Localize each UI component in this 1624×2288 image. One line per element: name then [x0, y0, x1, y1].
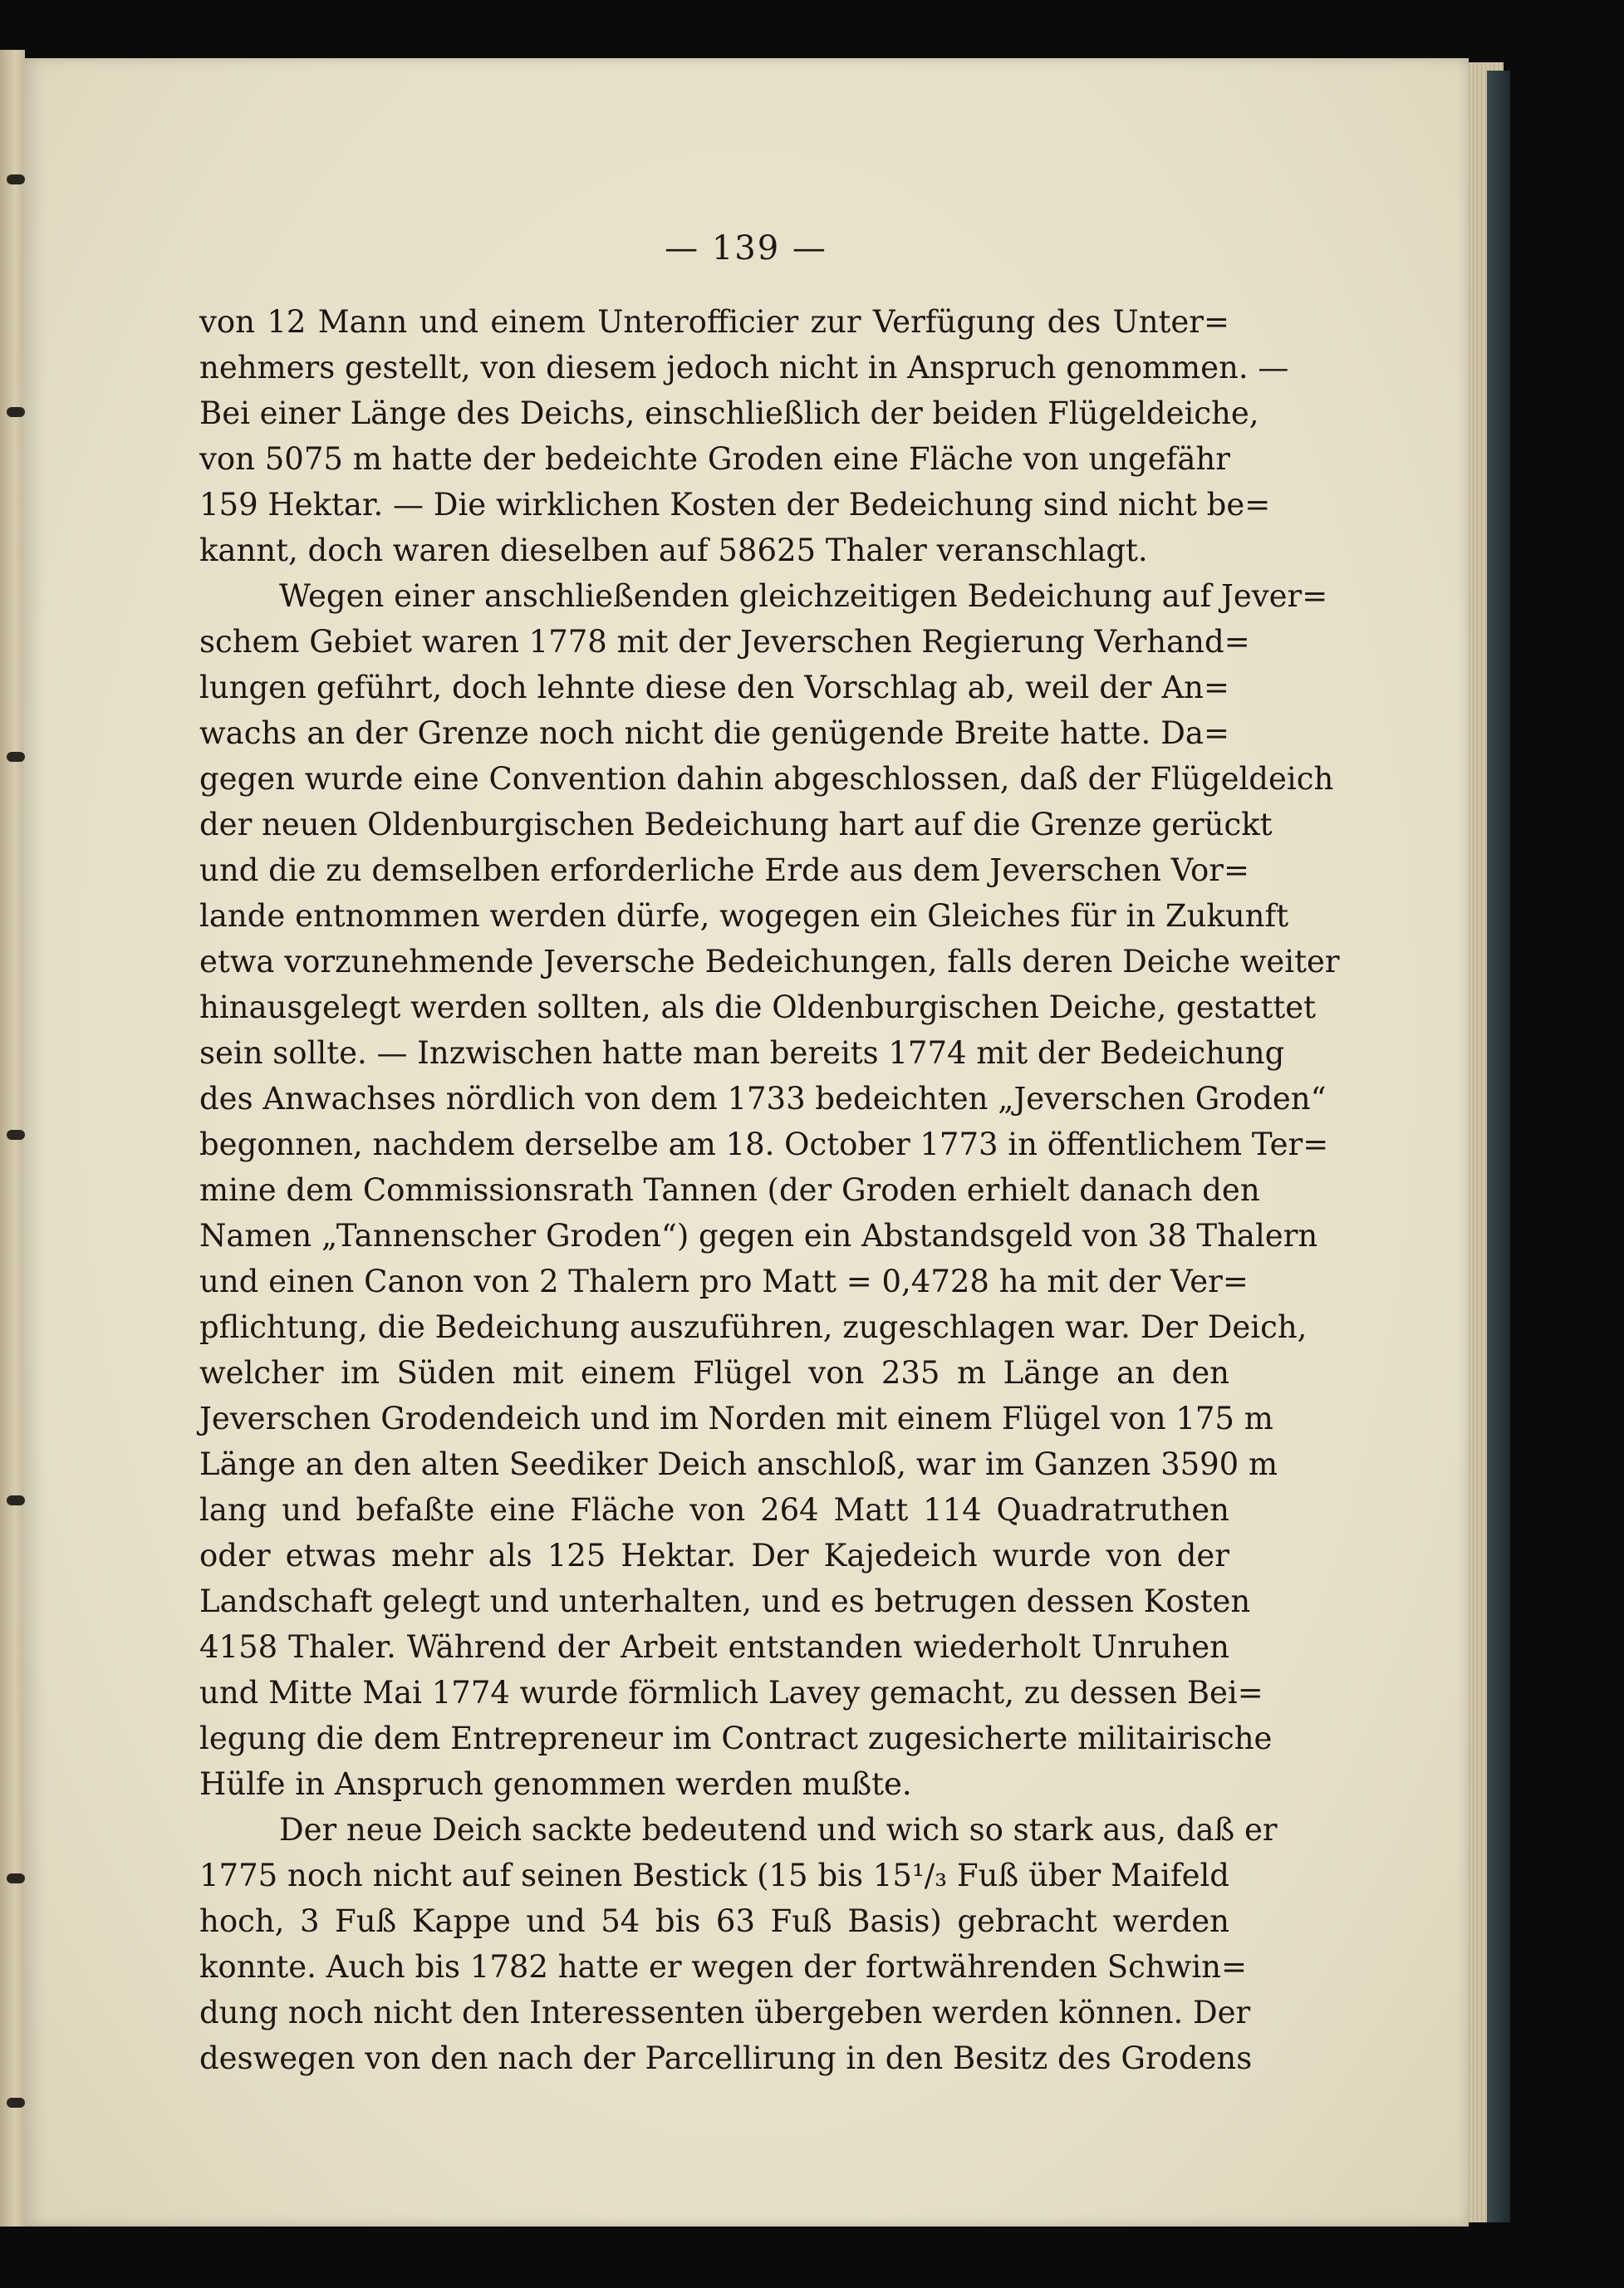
text-line: 4158 Thaler. Während der Arbeit entstanden wiederholt Unruhen	[199, 1629, 1229, 1665]
text-line: Wegen einer anschließenden gleichzeitigen Bedeichung auf Jever=	[279, 578, 1328, 614]
text-line: Landschaft gelegt und unterhalten, und es betrugen dessen Kosten	[199, 1583, 1251, 1619]
binding-mark	[7, 1495, 25, 1505]
binding-mark	[7, 752, 25, 762]
text-line: und Mitte Mai 1774 wurde förmlich Lavey gemacht, zu dessen Bei=	[199, 1675, 1263, 1711]
text-line: wachs an der Grenze noch nicht die genügende Breite hatte. Da=	[199, 715, 1229, 751]
text-line: dung noch nicht den Interessenten übergeben werden können. Der	[199, 1995, 1251, 2030]
text-line: von 5075 m hatte der bedeichte Groden eine Fläche von ungefähr	[199, 441, 1230, 477]
text-line: Der neue Deich sackte bedeutend und wich so stark aus, daß er	[279, 1812, 1278, 1848]
text-line: der neuen Oldenburgischen Bedeichung hart auf die Grenze gerückt	[199, 807, 1273, 842]
text-line: mine dem Commissionsrath Tannen (der Groden erhielt danach den	[199, 1172, 1260, 1208]
text-line: legung die dem Entrepreneur im Contract zugesicherte militairische	[199, 1721, 1273, 1756]
text-line: von 12 Mann und einem Unterofficier zur Verfügung des Unter=	[199, 304, 1229, 340]
text-line: begonnen, nachdem derselbe am 18. October 1773 in öffentlichem Ter=	[199, 1127, 1329, 1162]
binding-mark	[7, 174, 25, 184]
text-line: 1775 noch nicht auf seinen Bestick (15 bis 15¹/₃ Fuß über Maifeld	[199, 1858, 1229, 1893]
binding-mark	[7, 2098, 25, 2108]
binding-mark	[7, 1873, 25, 1883]
text-line: hinausgelegt werden sollten, als die Oldenburgischen Deiche, gestattet	[199, 989, 1316, 1025]
text-line: schem Gebiet waren 1778 mit der Jeverschen Regierung Verhand=	[199, 624, 1250, 660]
text-line: kannt, doch waren dieselben auf 58625 Thaler veranschlagt.	[199, 533, 1148, 568]
text-line: konnte. Auch bis 1782 hatte er wegen der fortwährenden Schwin=	[199, 1949, 1247, 1985]
text-line: pflichtung, die Bedeichung auszuführen, zugeschlagen war. Der Deich,	[199, 1309, 1308, 1345]
text-line: Bei einer Länge des Deichs, einschließlich der beiden Flügeldeiche,	[199, 395, 1259, 431]
text-line: Namen „Tannenscher Groden“) gegen ein Abstandsgeld von 38 Thalern	[199, 1218, 1318, 1254]
text-line: nehmers gestellt, von diesem jedoch nicht in Anspruch genommen. —	[199, 350, 1289, 385]
text-line: 159 Hektar. — Die wirklichen Kosten der Bedeichung sind nicht be=	[199, 487, 1271, 523]
page-number: — 139 —	[665, 229, 827, 268]
text-line: gegen wurde eine Convention dahin abgeschlossen, daß der Flügeldeich	[199, 761, 1334, 797]
text-line: welcher im Süden mit einem Flügel von 235 m Länge an den	[199, 1355, 1229, 1391]
text-line: lungen geführt, doch lehnte diese den Vorschlag ab, weil der An=	[199, 670, 1229, 705]
text-line: hoch, 3 Fuß Kappe und 54 bis 63 Fuß Basis) gebracht werden	[199, 1903, 1229, 1939]
body-text	[199, 299, 1340, 2081]
text-line: etwa vorzunehmende Jeversche Bedeichungen, falls deren Deiche weiter	[199, 944, 1340, 980]
text-line: Länge an den alten Seediker Deich anschloß, war im Ganzen 3590 m	[199, 1446, 1278, 1482]
text-line: sein sollte. — Inzwischen hatte man bereits 1774 mit der Bedeichung	[199, 1035, 1285, 1071]
text-line: Jeverschen Grodendeich und im Norden mit einem Flügel von 175 m	[199, 1401, 1273, 1436]
book-spine	[1487, 71, 1510, 2222]
text-line: oder etwas mehr als 125 Hektar. Der Kajedeich wurde von der	[199, 1538, 1229, 1574]
binding-mark	[7, 1130, 25, 1140]
binding-mark	[7, 407, 25, 417]
text-line: und die zu demselben erforderliche Erde aus dem Jeverschen Vor=	[199, 852, 1249, 888]
text-line: und einen Canon von 2 Thalern pro Matt = 0,4728 ha mit der Ver=	[199, 1264, 1249, 1299]
text-line: lande entnommen werden dürfe, wogegen ein Gleiches für in Zukunft	[199, 898, 1289, 934]
text-line: lang und befaßte eine Fläche von 264 Matt 114 Quadratruthen	[199, 1492, 1229, 1528]
text-line: deswegen von den nach der Parcellirung in den Besitz des Grodens	[199, 2040, 1253, 2076]
text-line: des Anwachses nördlich von dem 1733 bedeichten „Jeverschen Groden“	[199, 1081, 1327, 1117]
text-line: Hülfe in Anspruch genommen werden mußte.	[199, 1766, 912, 1802]
book-page	[23, 58, 1469, 2227]
